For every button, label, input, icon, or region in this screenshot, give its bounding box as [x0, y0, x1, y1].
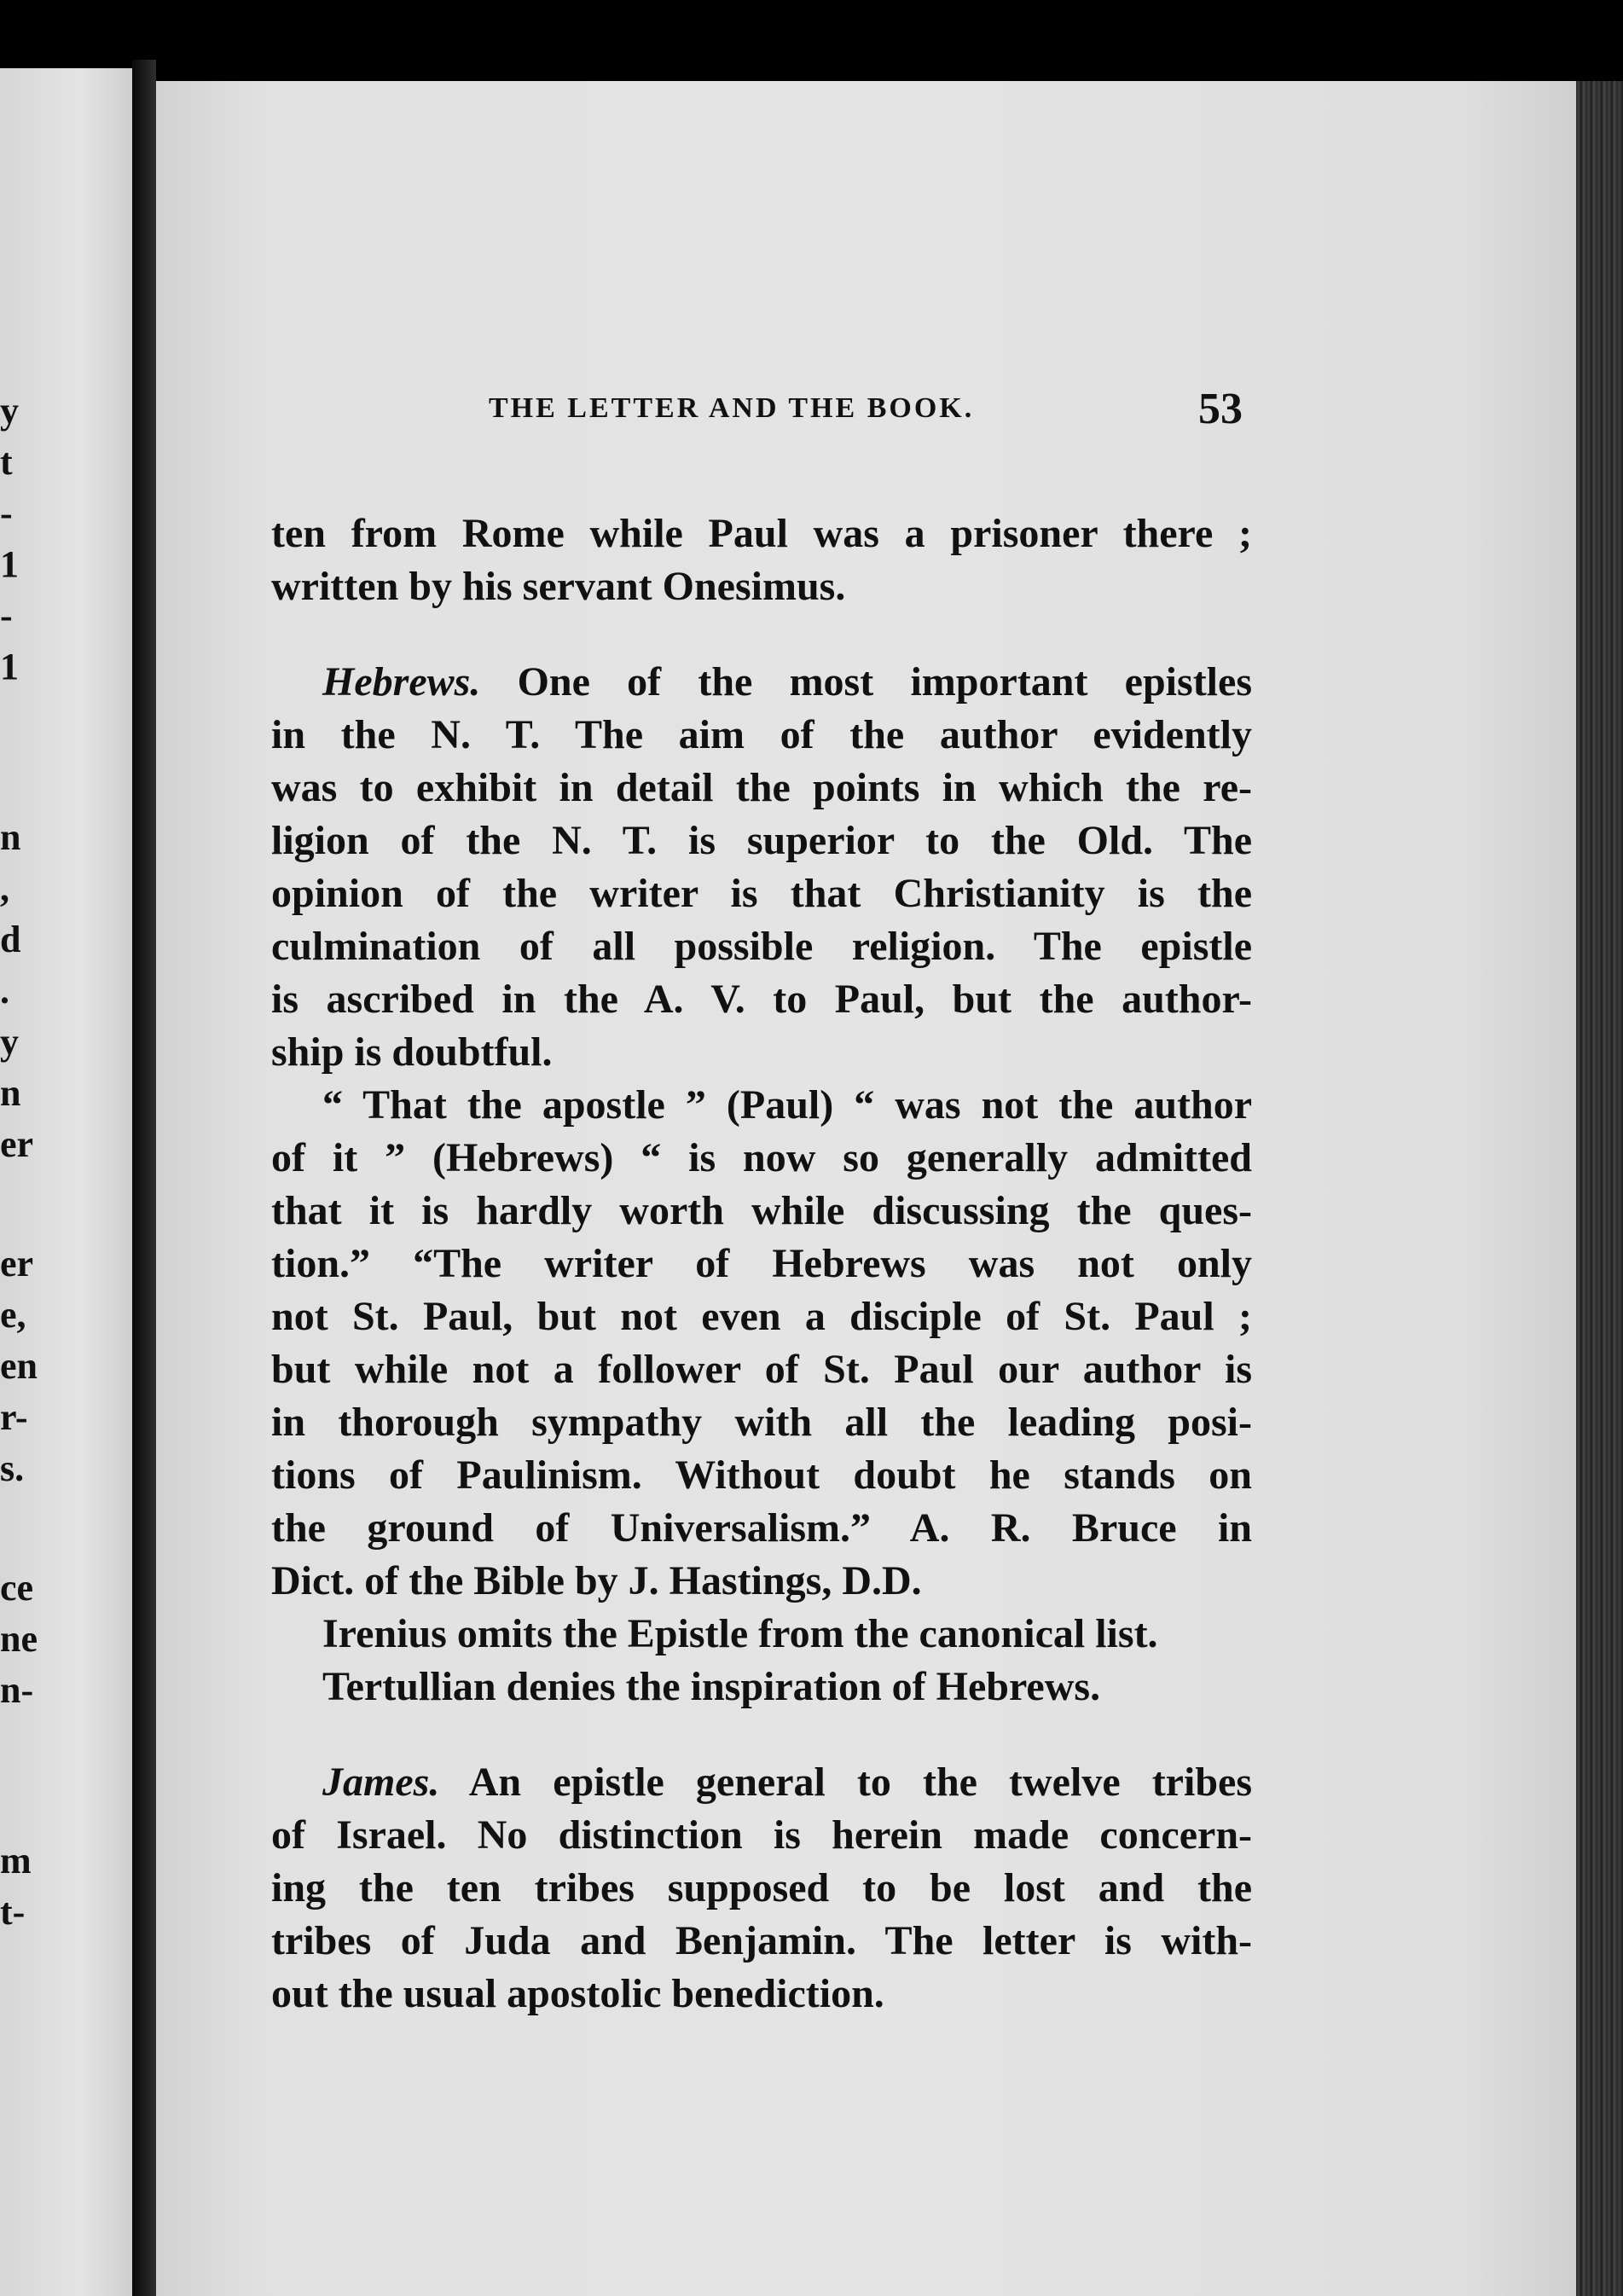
- text-line: ship is doubtful.: [271, 1029, 553, 1075]
- text-line: culmination of all possible religion. The epistle: [271, 924, 1252, 969]
- left-page-fragment: -: [0, 594, 13, 636]
- text-line: that it is hardly worth while discussing the ques-: [271, 1188, 1252, 1233]
- left-page-fragment: m: [0, 1840, 32, 1881]
- left-page-fragment: ce: [0, 1567, 34, 1609]
- left-page-fragment: y: [0, 1021, 19, 1063]
- text-line: “ That the apostle ” (Paul) “ was not the author: [322, 1082, 1252, 1128]
- left-page-fragment: er: [0, 1123, 34, 1165]
- left-page-fragment: r-: [0, 1396, 28, 1438]
- text-line: in the N. T. The aim of the author evidently: [271, 712, 1252, 757]
- text-line: opinion of the writer is that Christianity is the: [271, 871, 1252, 916]
- left-page-fragment: e,: [0, 1294, 26, 1336]
- text-line-content: One of the most important epistles: [517, 659, 1252, 704]
- text-line: tribes of Juda and Benjamin. The letter is with-: [271, 1918, 1252, 1963]
- paragraph-gap: [271, 1713, 1252, 1756]
- left-page-fragment: t: [0, 441, 13, 483]
- left-page-fragment: n-: [0, 1669, 34, 1711]
- text-line: Tertullian denies the inspiration of Hebrews.: [322, 1664, 1101, 1709]
- text-line: ing the ten tribes supposed to be lost and the: [271, 1865, 1252, 1910]
- left-page-fragment: n: [0, 816, 21, 858]
- left-page-fragment: en: [0, 1345, 38, 1387]
- text-line: in thorough sympathy with all the leading posi-: [271, 1400, 1252, 1445]
- section-title-james: James.: [322, 1760, 440, 1805]
- left-page-fragment: ne: [0, 1618, 38, 1660]
- page-number: 53: [1198, 385, 1243, 433]
- left-page-fragment: n: [0, 1072, 21, 1114]
- text-line: tions of Paulinism. Without doubt he stands on: [271, 1452, 1252, 1498]
- left-page-fragment: 1: [0, 646, 19, 687]
- left-page-fragment: 1: [0, 543, 19, 585]
- text-line: tion.” “The writer of Hebrews was not only: [271, 1241, 1252, 1286]
- left-page-fragment: er: [0, 1243, 34, 1284]
- text-line: but while not a follower of St. Paul our author is: [271, 1347, 1252, 1392]
- page-body: [271, 507, 1252, 2021]
- text-line: the ground of Universalism.” A. R. Bruce in: [271, 1505, 1252, 1551]
- text-line: out the usual apostolic benediction.: [271, 1971, 884, 2016]
- text-line: of it ” (Hebrews) “ is now so generally admitted: [271, 1135, 1252, 1180]
- paragraph-gap: [271, 613, 1252, 656]
- text-line: [271, 1756, 1252, 1809]
- text-line: is ascribed in the A. V. to Paul, but the author-: [271, 977, 1252, 1022]
- book-page-edges: [1576, 81, 1623, 2296]
- left-page-text-fragments: [0, 68, 132, 2296]
- text-line: not St. Paul, but not even a disciple of St. Paul ;: [271, 1294, 1252, 1339]
- section-title-hebrews: Hebrews.: [322, 659, 481, 704]
- text-line: written by his servant Onesimus.: [271, 564, 846, 609]
- left-page-fragment: ,: [0, 867, 9, 909]
- text-line: Irenius omits the Epistle from the canonical list.: [322, 1611, 1158, 1656]
- adjacent-left-page: [0, 68, 132, 2296]
- running-head: THE LETTER AND THE BOOK.: [489, 392, 975, 424]
- text-line-content: An epistle general to the twelve tribes: [468, 1760, 1253, 1805]
- left-page-fragment: .: [0, 970, 9, 1012]
- left-page-fragment: y: [0, 390, 19, 432]
- text-line: ligion of the N. T. is superior to the Old. The: [271, 818, 1252, 863]
- text-line: [271, 656, 1252, 709]
- text-line: was to exhibit in detail the points in which the re-: [271, 765, 1252, 810]
- text-line: Dict. of the Bible by J. Hastings, D.D.: [271, 1558, 922, 1603]
- text-line: ten from Rome while Paul was a prisoner there ;: [271, 511, 1252, 556]
- book-page: [156, 81, 1576, 2296]
- left-page-fragment: -: [0, 492, 13, 534]
- left-page-fragment: t-: [0, 1891, 26, 1933]
- book-gutter: [132, 60, 156, 2296]
- left-page-fragment: d: [0, 919, 21, 960]
- text-line: of Israel. No distinction is herein made concern-: [271, 1812, 1252, 1858]
- left-page-fragment: s.: [0, 1447, 25, 1489]
- page-header: [156, 375, 1576, 444]
